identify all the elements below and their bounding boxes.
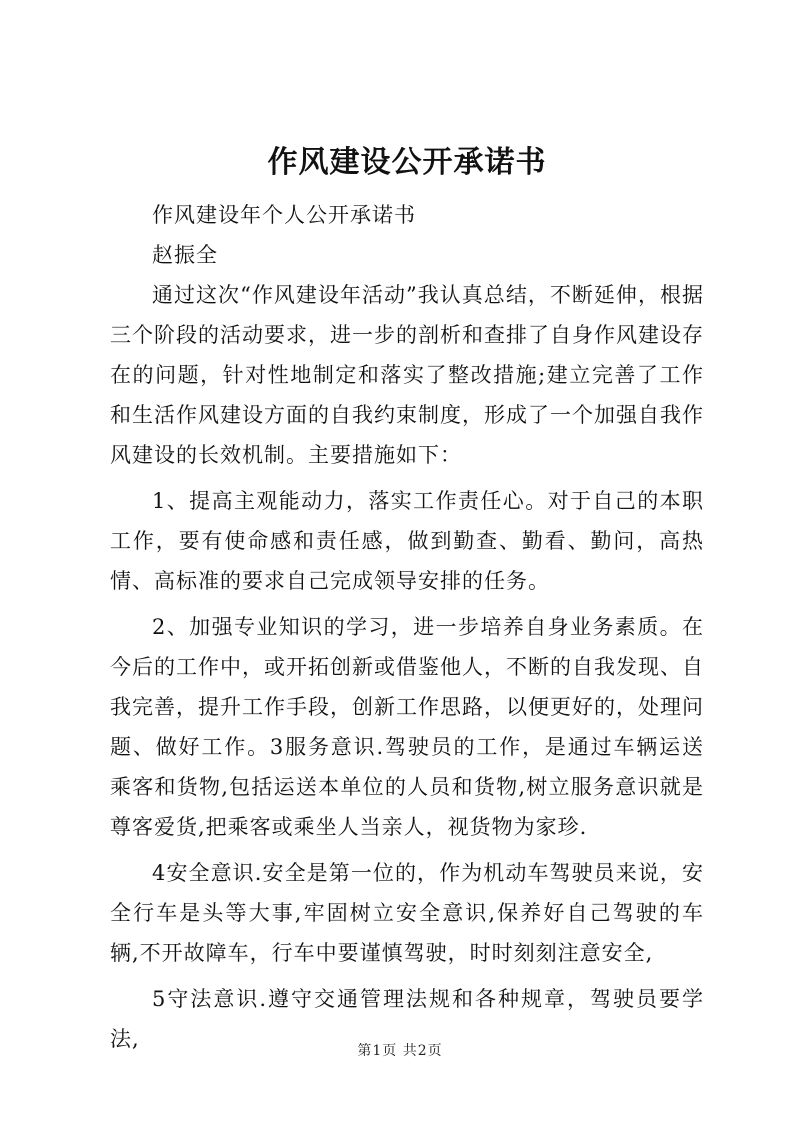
page-number-footer: 第1页 共2页 xyxy=(357,1043,443,1059)
author-paragraph: 赵振全 xyxy=(152,243,218,267)
measure-2-paragraph: 2、加强专业知识的学习，进一步培养自身业务素质。在今后的工作中，或开拓创新或借鉴他人，不断的自我发现、自我完善，提升工作手段，创新工作思路，以便更好的，处理问题、做好工作。3服务意识.驾驶员的工作，是通过车辆运送乘客和货物,包括运送本单位的人员和货物,树立服务意识就是尊客爱货,把乘客或乘坐人当亲人，视货物为家珍. xyxy=(110,615,704,839)
document-title: 作风建设公开承诺书 xyxy=(267,145,547,180)
measure-4-paragraph: 4安全意识.安全是第一位的，作为机动车驾驶员来说，安全行车是头等大事,牢固树立安全意识,保养好自己驾驶的车辆,不开故障车，行车中要谨慎驾驶，时时刻刻注意安全, xyxy=(110,861,704,965)
intro-paragraph: 通过这次“作风建设年活动”我认真总结，不断延伸，根据三个阶段的活动要求，进一步的剖析和查排了自身作风建设存在的问题，针对性地制定和落实了整改措施;建立完善了工作和生活作风建设方面的自我约束制度，形成了一个加强自我作风建设的长效机制。主要措施如下： xyxy=(110,283,704,467)
subtitle-paragraph: 作风建设年个人公开承诺书 xyxy=(152,203,416,227)
measure-5-paragraph: 5守法意识.遵守交通管理法规和各种规章，驾驶员要学法, xyxy=(110,987,704,1051)
measure-1-paragraph: 1、提高主观能动力，落实工作责任心。对于自己的本职工作，要有使命感和责任感，做到勤查、勤看、勤问，高热情、高标准的要求自己完成领导安排的任务。 xyxy=(110,489,704,593)
